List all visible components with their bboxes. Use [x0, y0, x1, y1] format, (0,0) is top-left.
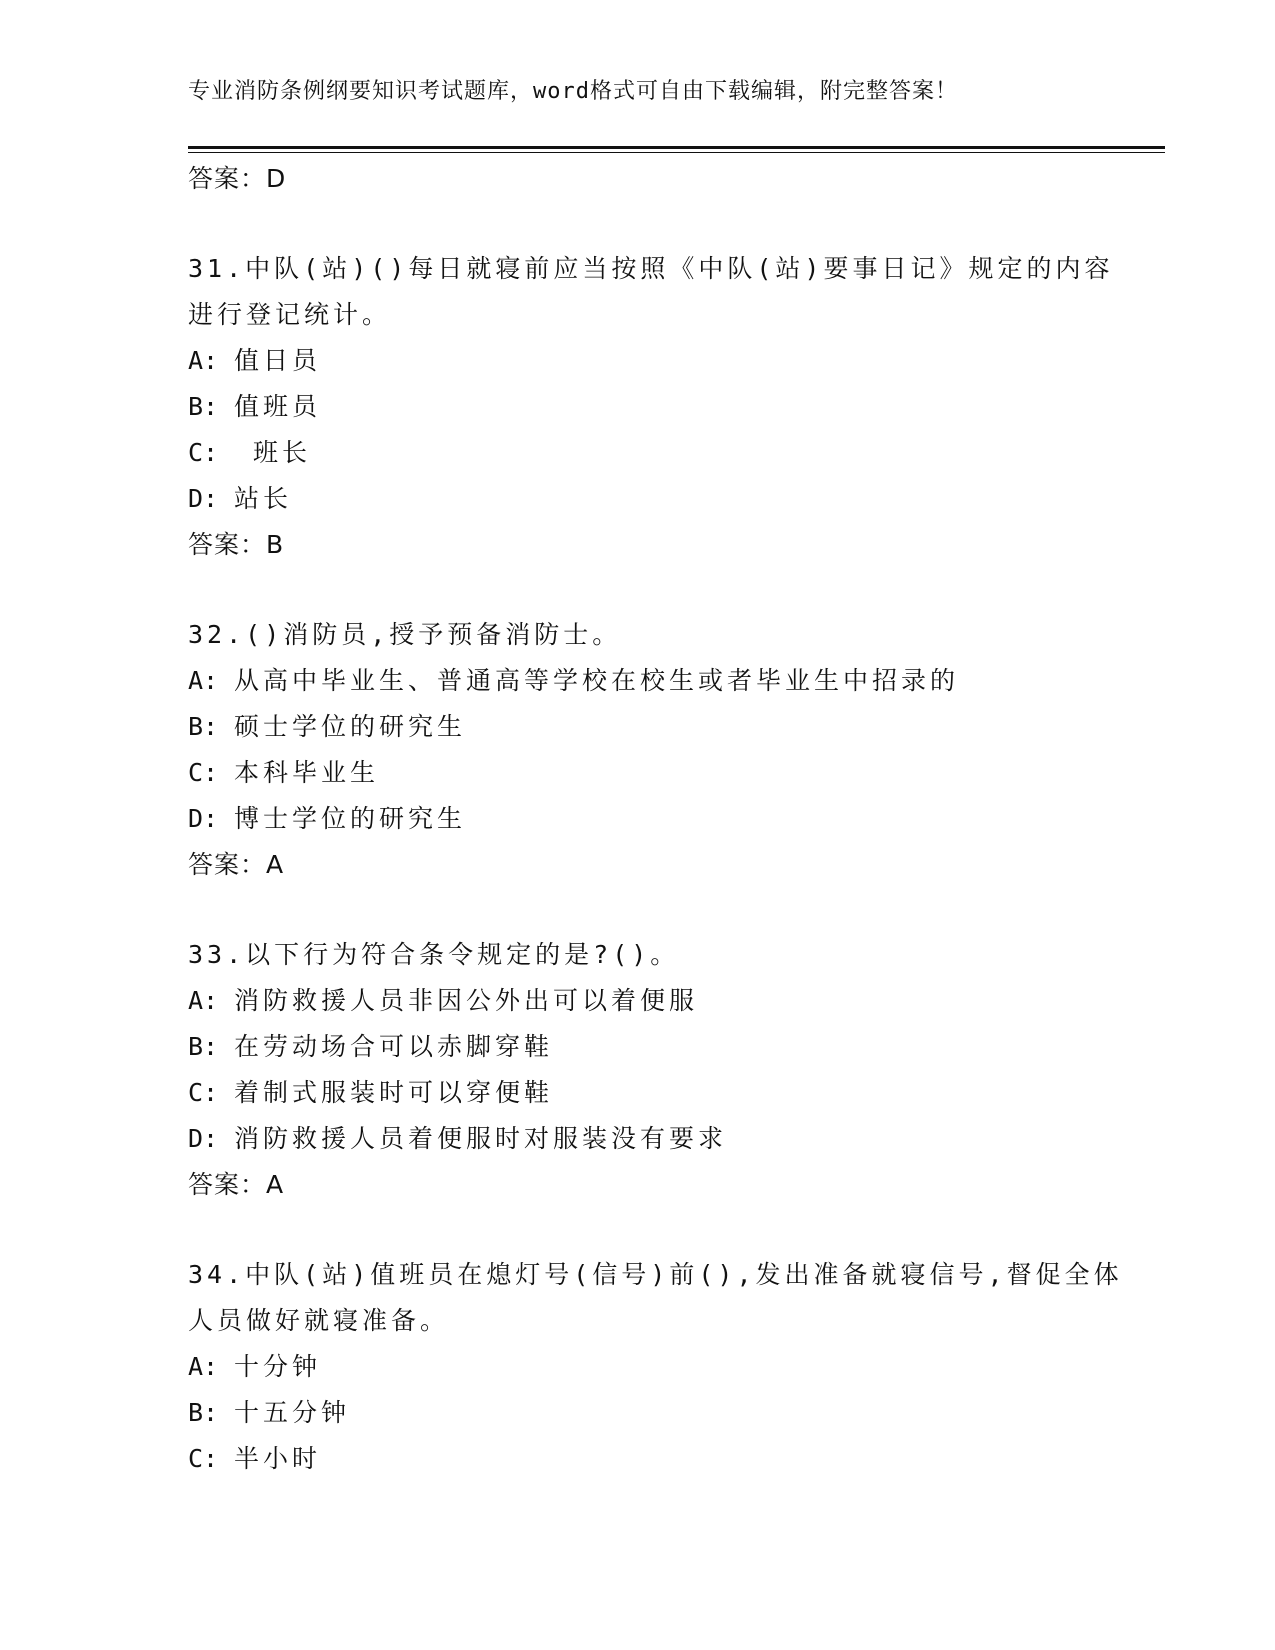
- option-a: [188, 1344, 1088, 1390]
- answer-line: 答案：A: [188, 1170, 285, 1199]
- option-letter: A:: [188, 1352, 219, 1381]
- option-letter: B:: [188, 1032, 219, 1061]
- option-letter: B:: [188, 712, 219, 741]
- option-d: [188, 1116, 1088, 1162]
- option-letter: D:: [188, 1124, 219, 1153]
- question-block: [188, 612, 1088, 888]
- header-rule-thin: [188, 152, 1165, 153]
- option-c: [188, 750, 1088, 796]
- option-text: 从高中毕业生、普通高等学校在校生或者毕业生中招录的: [234, 666, 960, 695]
- option-a: [188, 978, 1088, 1024]
- question-text: 32.()消防员,授予预备消防士。: [188, 620, 622, 649]
- option-letter: D:: [188, 484, 219, 513]
- option-d: [188, 796, 1088, 842]
- option-text: 硕士学位的研究生: [234, 712, 467, 741]
- option-letter: C:: [188, 1444, 219, 1473]
- option-letter: C:: [188, 1078, 219, 1107]
- option-letter: A:: [188, 666, 219, 695]
- question-block: [188, 1252, 1123, 1482]
- question-text: 34.中队(站)值班员在熄灯号(信号)前(),发出准备就寝信号,督促全体: [188, 1260, 1123, 1289]
- option-text: 站长: [234, 484, 293, 513]
- option-d: [188, 476, 1088, 522]
- option-b: [188, 1390, 1088, 1436]
- spacer: [188, 888, 1088, 932]
- option-letter: C:: [188, 758, 219, 787]
- option-c: [188, 1070, 1088, 1116]
- option-letter: B:: [188, 392, 219, 421]
- option-c: [188, 1436, 1088, 1482]
- spacer: [188, 568, 1088, 612]
- question-text: 31.中队(站)()每日就寝前应当按照《中队(站)要事日记》规定的内容: [188, 254, 1114, 283]
- option-text: 在劳动场合可以赤脚穿鞋: [234, 1032, 554, 1061]
- option-a: [188, 338, 1088, 384]
- header-rule-thick: [188, 146, 1165, 149]
- option-letter: A:: [188, 986, 219, 1015]
- question-block: [188, 932, 1088, 1208]
- option-letter: B:: [188, 1398, 219, 1427]
- option-text: 消防救援人员非因公外出可以着便服: [234, 986, 699, 1015]
- answer-line: 答案：A: [188, 850, 285, 879]
- option-a: [188, 658, 1088, 704]
- question-block: [188, 246, 1114, 568]
- option-b: [188, 704, 1088, 750]
- answer-line: 答案：D: [188, 164, 287, 193]
- option-b: [188, 1024, 1088, 1070]
- option-text: 值班员: [234, 392, 322, 421]
- spacer: [188, 202, 1088, 246]
- option-text: 消防救援人员着便服时对服装没有要求: [234, 1124, 728, 1153]
- option-letter: C:: [188, 438, 219, 467]
- option-text: 着制式服装时可以穿便鞋: [234, 1078, 554, 1107]
- option-letter: D:: [188, 804, 219, 833]
- answer-line: 答案：B: [188, 530, 285, 559]
- option-text: 博士学位的研究生: [234, 804, 467, 833]
- option-text: 班长: [234, 438, 312, 467]
- option-text: 十分钟: [234, 1352, 322, 1381]
- option-text: 值日员: [234, 346, 322, 375]
- question-text: 人员做好就寝准备。: [188, 1306, 450, 1335]
- option-b: [188, 384, 1088, 430]
- document-body: [188, 156, 1123, 1482]
- page-header: 专业消防条例纲要知识考试题库，word格式可自由下载编辑，附完整答案！: [188, 79, 958, 104]
- option-letter: A:: [188, 346, 219, 375]
- question-text: 33.以下行为符合条令规定的是?()。: [188, 940, 680, 969]
- question-text: 进行登记统计。: [188, 300, 392, 329]
- spacer: [188, 1208, 1088, 1252]
- option-text: 十五分钟: [234, 1398, 351, 1427]
- option-c: [188, 430, 1088, 476]
- option-text: 半小时: [234, 1444, 322, 1473]
- option-text: 本科毕业生: [234, 758, 380, 787]
